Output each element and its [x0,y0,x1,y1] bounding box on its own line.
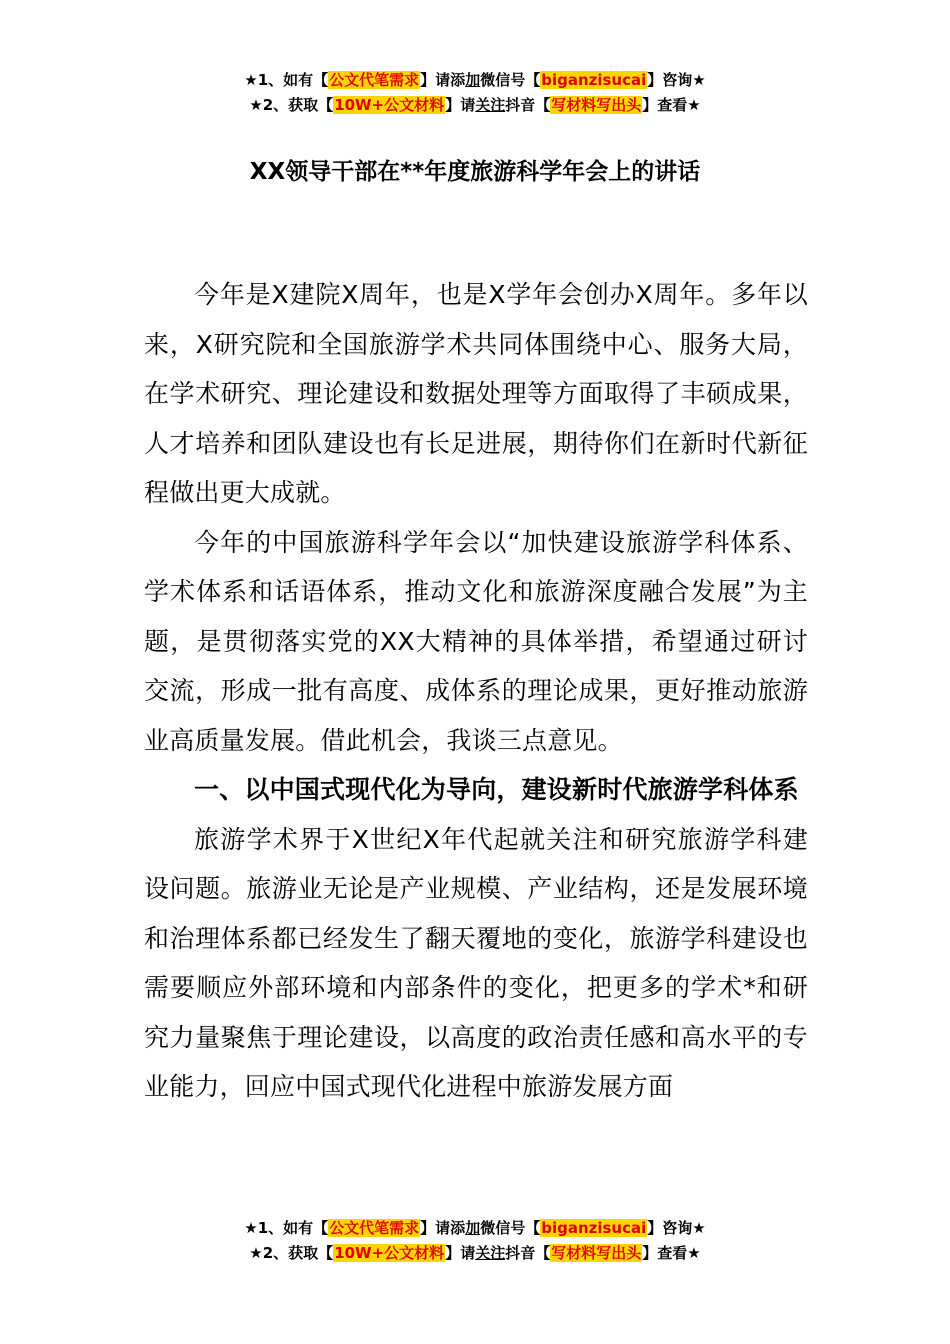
banner-text: 】咨询★ [647,71,706,89]
document-body [144,270,808,1112]
footer-banner [0,1216,950,1266]
banner-line-2 [0,93,950,118]
banner-line-2 [0,1241,950,1266]
highlight-materials: 10W+公文材料 [334,96,445,114]
paragraph: 今年的中国旅游科学年会以“加快建设旅游学科体系、学术体系和话语体系，推动文化和旅游深度融合发展”为主题，是贯彻落实党的XX大精神的具体举措，希望通过研讨交流，形成一批有高度、成体系的理论成果，更好推动旅游业高质量发展。借此机会，我谈三点意见。 [144,527,808,755]
highlight-service: 公文代笔需求 [329,71,420,89]
highlight-materials: 10W+公文材料 [334,1244,445,1262]
banner-text: 】咨询★ [647,1219,706,1237]
banner-text: 】请添 [420,1219,466,1237]
banner-text: 微信号【 [480,71,541,89]
banner-line-1 [0,1216,950,1241]
banner-text: 】查看★ [642,1244,701,1262]
highlight-wechat-id: biganzisucai [541,1219,647,1237]
highlight-douyin-account: 写材料写出头 [551,1244,642,1262]
banner-text: 抖音【 [505,96,551,114]
banner-text: 加 [465,1219,481,1237]
highlight-service: 公文代笔需求 [329,1219,420,1237]
banner-text: ★2、获取【 [249,1244,334,1262]
document-title: XX领导干部在**年度旅游科学年会上的讲话 [249,159,701,185]
highlight-douyin-account: 写材料写出头 [551,96,642,114]
section-heading: 一、以中国式现代化为导向，建设新时代旅游学科体系 [194,775,799,804]
banner-text: 加 [465,71,481,89]
banner-text: ★1、如有【 [244,71,329,89]
paragraph: 旅游学术界于X世纪X年代起就关注和研究旅游学科建设问题。旅游业无论是产业规模、产业结构，还是发展环境和治理体系都已经发生了翻天覆地的变化，旅游学科建设也需要顺应外部环境和内部条件的变化，把更多的学术*和研究力量聚焦于理论建设，以高度的政治责任感和高水平的专业能力，回应中国式现代化进程中旅游发展方面 [144,824,808,1101]
banner-text: 】请 [445,1244,476,1262]
paragraph: 今年是X建院X周年，也是X学年会创办X周年。多年以来，X研究院和全国旅游学术共同体围绕中心、服务大局，在学术研究、理论建设和数据处理等方面取得了丰硕成果，人才培养和团队建设也有长足进展，期待你们在新时代新征程做出更大成就。 [144,280,808,507]
highlight-wechat-id: biganzisucai [541,71,647,89]
banner-text: 】请 [445,96,476,114]
banner-text: 关注 [475,96,506,114]
banner-text: 关注 [475,1244,506,1262]
banner-text: 】请添 [420,71,466,89]
banner-text: 】查看★ [642,96,701,114]
header-banner [0,68,950,118]
banner-text: 抖音【 [505,1244,551,1262]
banner-text: ★1、如有【 [244,1219,329,1237]
banner-text: 微信号【 [480,1219,541,1237]
banner-text: ★2、获取【 [249,96,334,114]
banner-line-1 [0,68,950,93]
